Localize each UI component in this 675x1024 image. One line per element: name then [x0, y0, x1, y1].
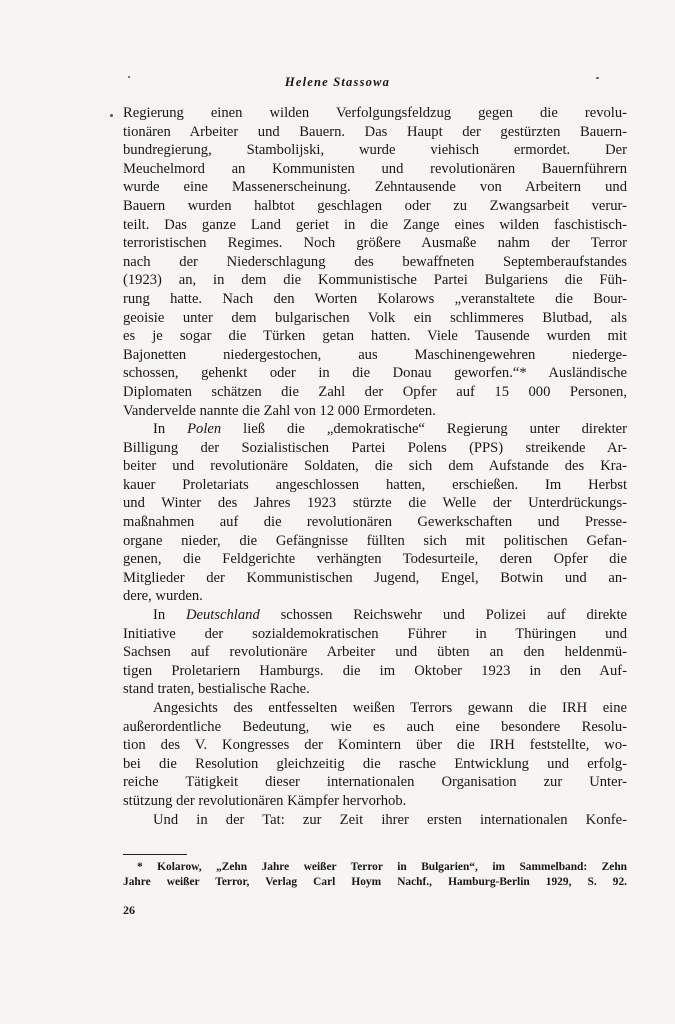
- footnote-rule: [123, 854, 187, 855]
- running-head: Helene Stassowa: [284, 75, 391, 89]
- text-line: In Polen ließ die „demokratische“ Regierung unter direkter: [153, 421, 627, 438]
- text-line: terroristischen Regimes. Noch größere Ausmaße nahm der Terror: [123, 235, 627, 252]
- footnote-line: * Kolarow, „Zehn Jahre weißer Terror in Bulgarien“, im Sammelband: Zehn: [137, 861, 627, 873]
- text-line: rung hatte. Nach den Worten Kolarows „veranstaltete die Bour-: [123, 290, 627, 307]
- text-line: Angesichts des entfesselten weißen Terrors gewann die IRH eine: [153, 700, 627, 716]
- text-line: tion des V. Kongresses der Komintern über die IRH feststellte, wo-: [123, 737, 627, 754]
- text-line: beiter und revolutionäre Soldaten, die sich dem Aufstande des Kra-: [123, 458, 627, 475]
- text-line: teilt. Das ganze Land geriet in die Zange eines wilden faschistisch-: [123, 216, 627, 233]
- text-line: bundregierung, Stambolijski, wurde viehisch ermordet. Der: [123, 142, 627, 159]
- text-line: maßnahmen auf die revolutionären Gewerkschaften und Presse-: [123, 514, 627, 531]
- text-line: wurde eine Massenerscheinung. Zehntausende von Arbeitern und: [123, 179, 627, 196]
- text-line: reiche Tätigkeit dieser internationalen Organisation zur Unter-: [123, 774, 627, 791]
- text-line: genen, die Feldgerichte verhängten Todesurteile, deren Opfer die: [123, 551, 627, 568]
- text-line: Billigung der Sozialistischen Partei Polens (PPS) streikende Ar-: [123, 439, 627, 456]
- text-line: In Deutschland schossen Reichswehr und Polizei auf direkte: [153, 607, 627, 624]
- text-line: Regierung einen wilden Verfolgungsfeldzug gegen die revolu-: [123, 105, 627, 121]
- text-line: tionären Arbeiter und Bauern. Das Haupt der gestürzten Bauern-: [123, 123, 627, 140]
- text-line: außerordentliche Bedeutung, wie es auch eine besondere Resolu-: [123, 718, 627, 735]
- text-line: Und in der Tat: zur Zeit ihrer ersten internationalen Konfe-: [153, 811, 627, 828]
- text-line: Mitglieder der Kommunistischen Jugend, Engel, Botwin und an-: [123, 569, 627, 586]
- text-line: es je sogar die Türken getan hatten. Viele Tausende wurden mit: [123, 328, 627, 345]
- text-line: organe nieder, die Gefängnisse füllten sich mit politischen Gefan-: [123, 532, 627, 549]
- print-speck: [596, 77, 599, 79]
- text-line: stützung der revolutionären Kämpfer hervorhob.: [123, 792, 407, 809]
- text-line: bei die Resolution gleichzeitig die rasche Entwicklung und erfolg-: [123, 755, 627, 772]
- text-line: und Winter des Jahres 1923 stürzte die Welle der Unterdrückungs-: [123, 495, 627, 512]
- print-speck: [110, 114, 113, 117]
- text-line: Sachsen auf revolutionäre Arbeiter und übten an den heldenmü-: [123, 644, 627, 661]
- text-line: Vandervelde nannte die Zahl von 12 000 Ermordeten.: [123, 402, 436, 419]
- text-line: Diplomaten schätzen die Zahl der Opfer auf 15 000 Personen,: [123, 383, 627, 400]
- text-line: Meuchelmord an Kommunisten und revolutionären Bauernführern: [123, 160, 627, 177]
- text-line: tigen Proletariern Hamburgs. die im Oktober 1923 in den Auf-: [123, 662, 627, 679]
- text-line: schossen, gehenkt oder in die Donau geworfen.“* Ausländische: [123, 365, 627, 382]
- text-line: Initiative der sozialdemokratischen Führer in Thüringen und: [123, 625, 627, 642]
- print-speck: [128, 76, 130, 78]
- text-line: geoisie unter dem bulgarischen Volk ein schlimmeres Blutbad, als: [123, 309, 627, 326]
- body-text: [123, 104, 627, 829]
- text-line: Bauern wurden halbtot geschlagen oder zu Zwangsarbeit verur-: [123, 197, 627, 214]
- text-line: Bajonetten niedergestochen, aus Maschinengewehren niederge-: [123, 346, 627, 363]
- text-line: nach der Niederschlagung des bewaffneten Septemberaufstandes: [123, 253, 627, 270]
- footnote: [123, 860, 627, 891]
- page-number: 26: [123, 903, 135, 917]
- text-line: kauer Proletariats angeschlossen hatten, erschießen. Im Herbst: [123, 476, 627, 493]
- text-line: (1923) an, in dem die Kommunistische Partei Bulgariens die Füh-: [123, 272, 627, 289]
- text-line: stand traten, bestialische Rache.: [123, 681, 310, 698]
- text-line: dere, wurden.: [123, 588, 203, 605]
- footnote-line: Jahre weißer Terror, Verlag Carl Hoym Nachf., Hamburg-Berlin 1929, S. 92.: [123, 876, 627, 889]
